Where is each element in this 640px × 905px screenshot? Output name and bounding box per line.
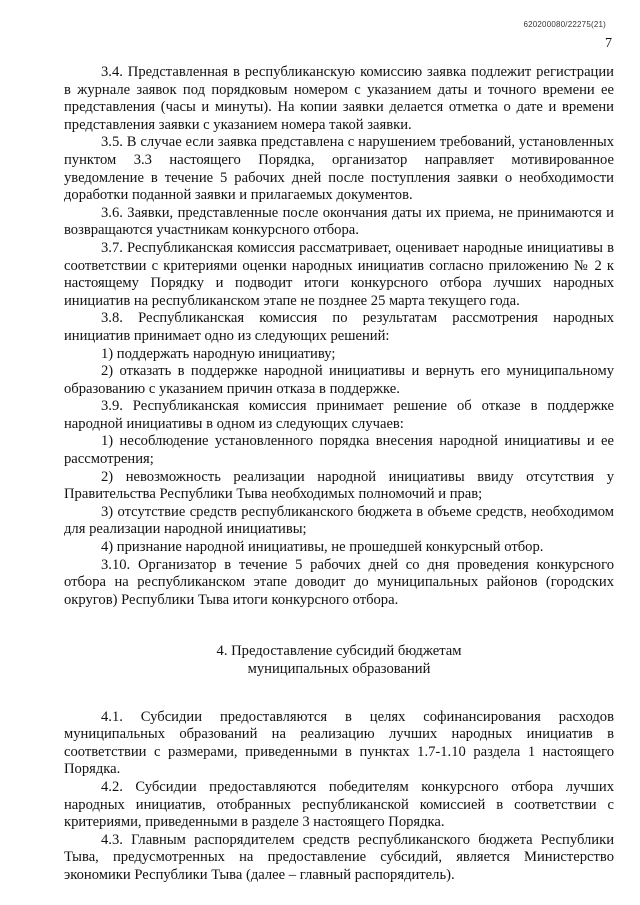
- paragraph: 4.2. Субсидии предоставляются победителям конкурсного отбора лучших народных инициатив, отобранных республиканской комиссией в соответствии с критериями, приведенными в разделе 3 настоящего Порядка.: [64, 778, 614, 831]
- paragraph: 3.5. В случае если заявка представлена с нарушением требований, установленных пунктом 3.3 настоящего Порядка, организатор направляет мотивированное уведомление в течение 5 рабочих дней после поступления заявки о необходимости доработки поданной заявки и прилагаемых документов.: [64, 134, 614, 204]
- section-heading: [64, 643, 614, 678]
- paragraph: 3.6. Заявки, представленные после окончания даты их приема, не принимаются и возвращаются участникам конкурсного отбора.: [64, 204, 614, 239]
- page-number: 7: [605, 36, 612, 51]
- paragraph: 3.4. Представленная в республиканскую комиссию заявка подлежит регистрации в журнале заявок под порядковым номером с указанием даты и точного времени ее представления (часы и минуты). На копии заявки делается отметка о дате и времени представления заявки с указанием номера такой заявки.: [64, 64, 614, 133]
- document-number: 620200080/22275(21): [523, 20, 606, 29]
- paragraph: 4.3. Главным распорядителем средств республиканского бюджета Республики Тыва, предусмотренных на предоставление субсидий, является Министерство экономики Республики Тыва (далее – главный распорядитель).: [64, 831, 614, 883]
- list-item: 2) невозможность реализации народной инициативы ввиду отсутствия у Правительства Республики Тыва необходимых полномочий и прав;: [64, 468, 614, 503]
- list-item: 3) отсутствие средств республиканского бюджета в объеме средств, необходимом для реализации народной инициативы;: [64, 503, 614, 538]
- list-item: 1) поддержать народную инициативу;: [101, 345, 336, 362]
- section-heading-line: муниципальных образований: [247, 661, 431, 677]
- paragraph: 3.7. Республиканская комиссия рассматривает, оценивает народные инициативы в соответствии с критериями оценки народных инициатив согласно приложению № 2 к настоящему Порядку и подводит итоги конкурсного отбора лучших народных инициатив на республиканском этапе не позднее 25 марта текущего года.: [64, 239, 614, 309]
- paragraph: 4.1. Субсидии предоставляются в целях софинансирования расходов муниципальных образований на реализацию лучших народных инициатив в соответствии с размерами, приведенными в пунктах 1.7-1.10 раздела 1 настоящего Порядка.: [64, 708, 614, 778]
- list-item: 4) признание народной инициативы, не прошедшей конкурсный отбор.: [101, 539, 544, 556]
- paragraph: 3.10. Организатор в течение 5 рабочих дней со дня проведения конкурсного отбора на республиканском этапе доводит до муниципальных районов (городских округов) Республики Тыва итоги конкурсного отбора.: [64, 556, 614, 608]
- list-item: 1) несоблюдение установленного порядка внесения народной инициативы и ее рассмотрения;: [64, 433, 614, 468]
- paragraph: 3.9. Республиканская комиссия принимает решение об отказе в поддержке народной инициативы в одном из следующих случаев:: [64, 398, 614, 432]
- list-item: 2) отказать в поддержке народной инициативы и вернуть его муниципальному образованию с указанием причин отказа в поддержке.: [64, 363, 614, 397]
- section-heading-line: 4. Предоставление субсидий бюджетам: [216, 643, 462, 660]
- document-body: [64, 64, 614, 885]
- paragraph: 3.8. Республиканская комиссия по результатам рассмотрения народных инициатив принимает одно из следующих решений:: [64, 310, 614, 344]
